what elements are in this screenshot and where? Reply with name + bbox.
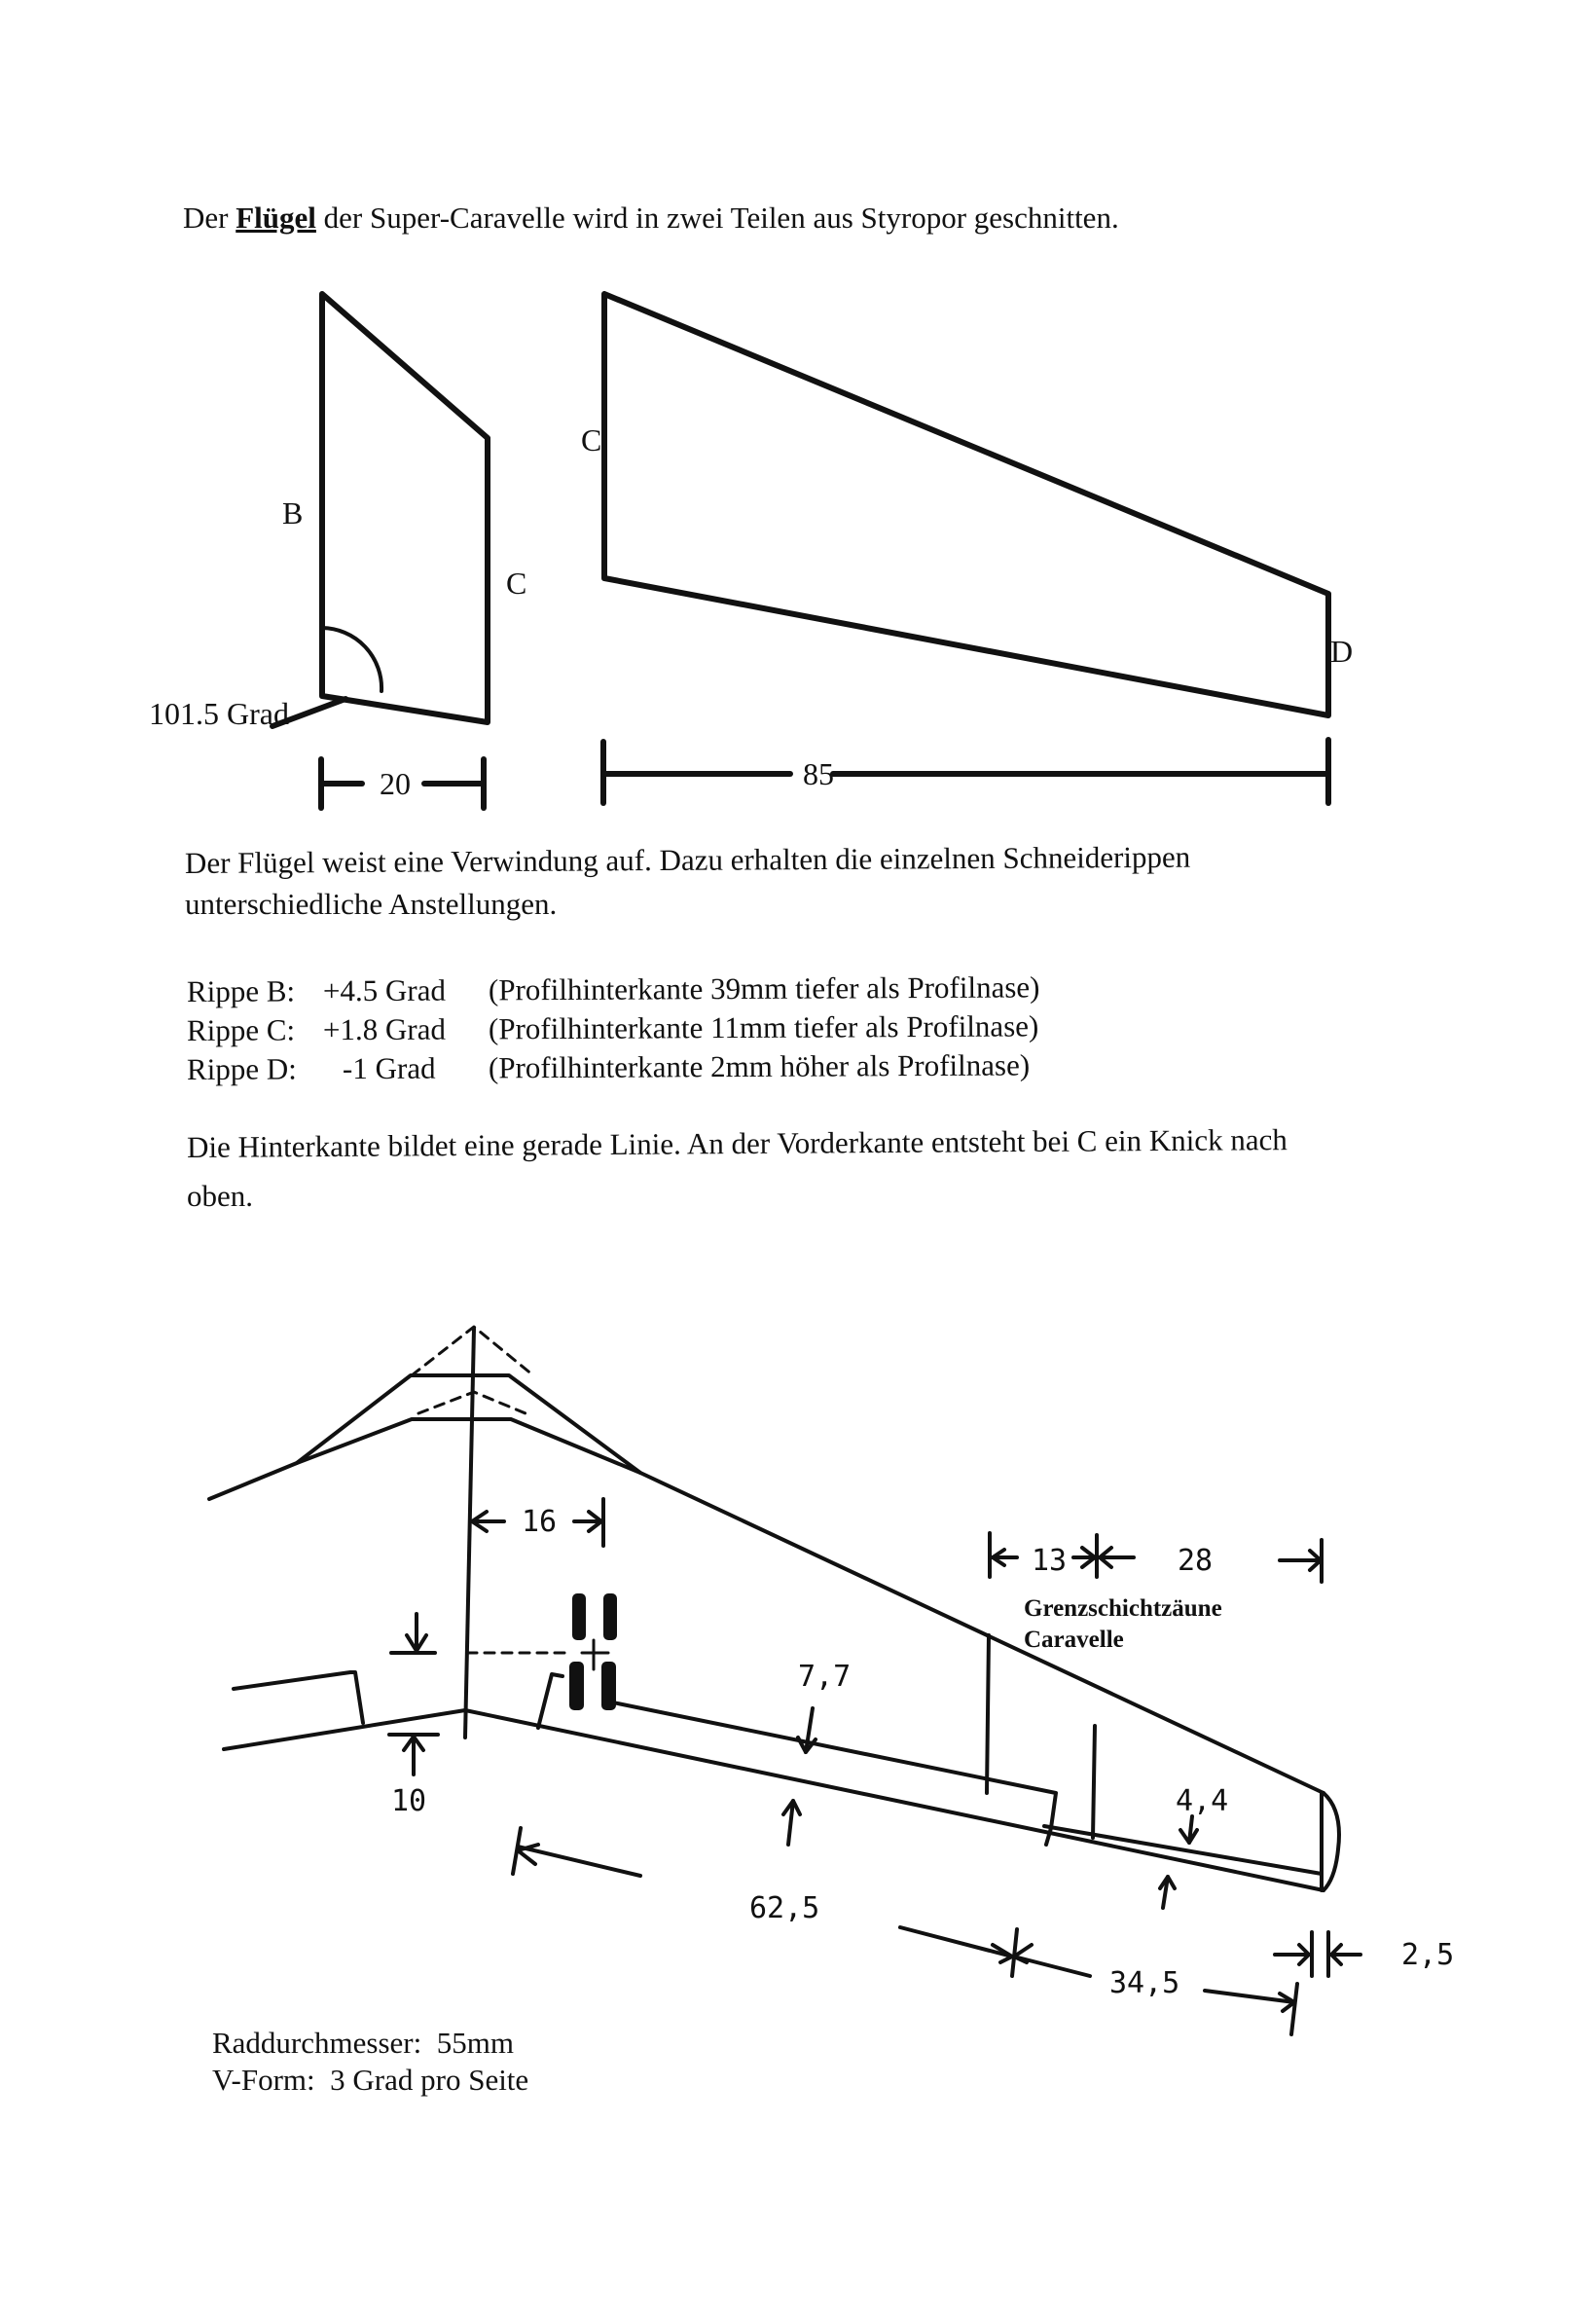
dim-85-label: 85 (803, 756, 834, 791)
dim-62-5-label: 62,5 (749, 1891, 820, 1925)
dim-16-label: 16 (522, 1505, 558, 1539)
dim-4-4-arrow (1180, 1816, 1197, 1843)
twist-line-2: unterschiedliche Anstellungen. (185, 887, 558, 921)
fence-label-line2: Caravelle (1024, 1627, 1124, 1653)
edge-line-2: oben. (187, 1179, 254, 1213)
wing-panels-diagram (0, 0, 1596, 837)
dim-16-arrows (472, 1499, 603, 1546)
rib-name: Rippe C: (186, 1012, 296, 1047)
label-rib-c-inner: C (506, 566, 527, 601)
dim-10-label: 10 (391, 1784, 427, 1818)
label-rib-d: D (1330, 634, 1354, 669)
left-wing-stub (224, 1672, 1324, 1890)
intro-emphasis-fluegel: Flügel (236, 201, 316, 235)
dim-7-7-arrow (798, 1708, 816, 1752)
dim-34-5-up-arrow (1160, 1877, 1175, 1908)
centerline (465, 1329, 474, 1738)
dihedral-note: V-Form: 3 Grad pro Seite (212, 2063, 529, 2097)
rib-note: (Profilhinterkante 11mm tiefer als Profilnase) (488, 1008, 1039, 1046)
wingtip-outline (1324, 1793, 1339, 1890)
dim-2-5-label: 2,5 (1401, 1938, 1455, 1972)
label-rib-b: B (282, 495, 304, 531)
wheel-diameter-note: Raddurchmesser: 55mm (212, 2026, 514, 2060)
landing-gear-icon (391, 1593, 617, 1710)
fence-line-2 (1093, 1726, 1095, 1838)
rib-angle: +1.8 Grad (322, 1011, 447, 1047)
inner-flap-outline (538, 1674, 1322, 1874)
fuselage-outline (209, 1327, 1324, 1793)
rib-angle: +4.5 Grad (322, 972, 447, 1008)
angle-label: 101.5 Grad (149, 696, 289, 731)
direction-arrow-icon (513, 1828, 640, 1876)
dim-28-label: 28 (1178, 1544, 1214, 1578)
dim-13-28-line (990, 1533, 1322, 1582)
label-rib-c-outer: C (581, 422, 602, 457)
dim-62-5-up-arrow (783, 1801, 800, 1845)
dim-4-4-label: 4,4 (1176, 1784, 1229, 1818)
edge-line-1: Die Hinterkante bildet eine gerade Linie. An der Vorderkante entsteht bei C ein Knick nach (186, 1122, 1288, 1164)
dim-85-line (603, 740, 1328, 803)
dim-20-label: 20 (380, 766, 411, 801)
outer-panel-outline (604, 294, 1328, 715)
dim-34-5-line (900, 1927, 1297, 2034)
dim-34-5-label: 34,5 (1109, 1966, 1180, 2000)
dim-2-5-line (1275, 1932, 1360, 1976)
rib-row (187, 1007, 1038, 1049)
rib-row (187, 1046, 1030, 1088)
rib-name: Rippe D: (186, 1051, 297, 1086)
intro-after: der Super-Caravelle wird in zwei Teilen aus Styropor geschnitten. (315, 201, 1119, 235)
rib-note: (Profilhinterkante 2mm höher als Profilnase) (488, 1047, 1031, 1085)
rib-row (187, 969, 1040, 1010)
rib-angle: -1 Grad (342, 1050, 436, 1086)
intro-before: Der (183, 201, 236, 235)
dim-13-label: 13 (1032, 1544, 1068, 1578)
twist-line-1: Der Flügel weist eine Verwindung auf. Dazu erhalten die einzelnen Schneiderippen (184, 839, 1191, 880)
fence-line-1 (987, 1635, 989, 1793)
fence-label-line1: Grenzschichtzäune (1024, 1595, 1222, 1622)
inner-panel-outline (272, 294, 488, 726)
dim-10-arrow (389, 1735, 438, 1774)
dim-7-7-label: 7,7 (798, 1660, 852, 1694)
rib-note: (Profilhinterkante 39mm tiefer als Profilnase) (488, 970, 1040, 1007)
rib-name: Rippe B: (186, 973, 296, 1008)
